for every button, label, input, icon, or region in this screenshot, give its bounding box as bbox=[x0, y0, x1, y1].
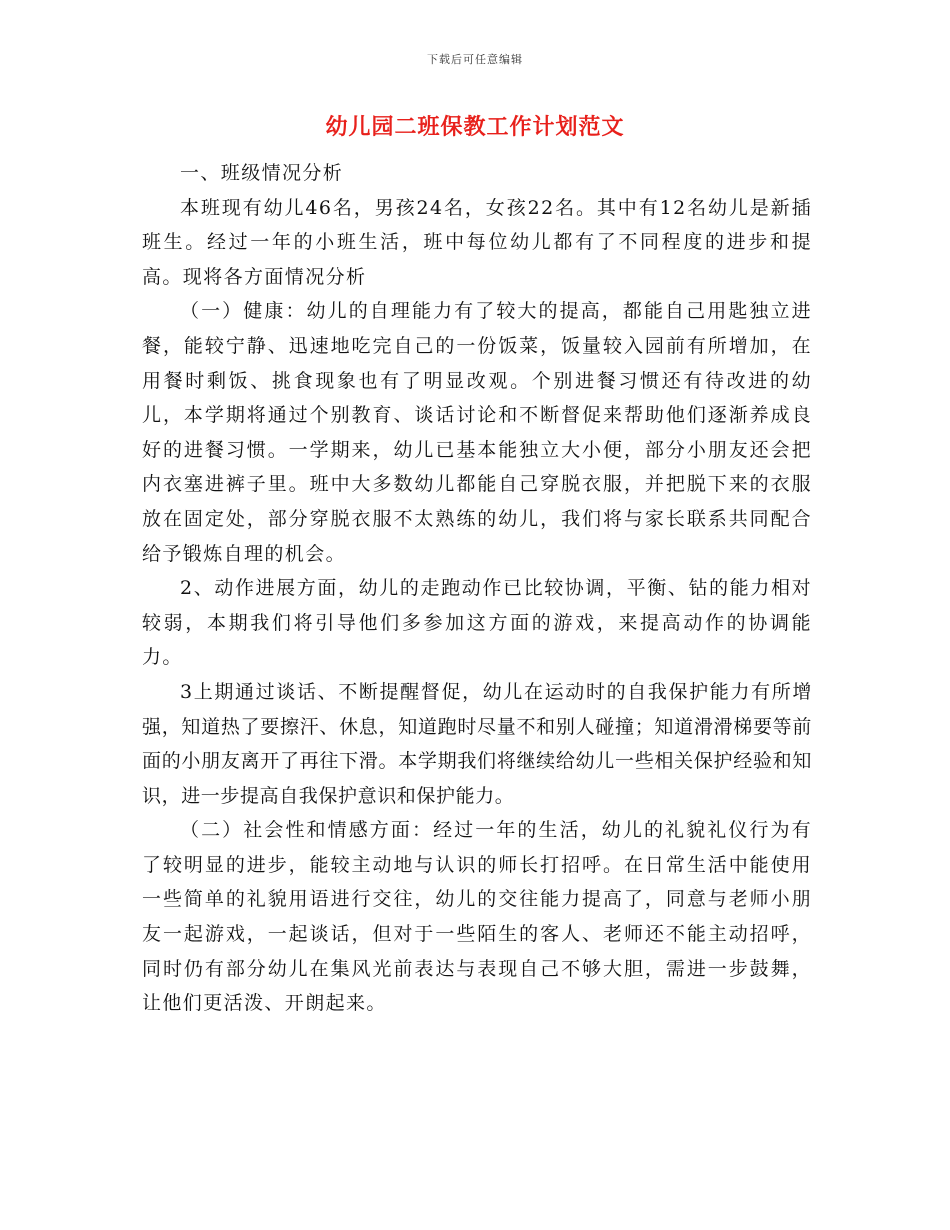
paragraph-health: （一）健康：幼儿的自理能力有了较大的提高，都能自己用匙独立进餐，能较宁静、迅速地吃完自己的一份饭菜，饭量较入园前有所增加，在用餐时剩饭、挑食现象也有了明显改观。个别进餐习惯还有待改进的幼儿，本学期将通过个别教育、谈话讨论和不断督促来帮助他们逐渐养成良好的进餐习惯。一学期来，幼儿已基本能独立大小便，部分小朋友还会把内衣塞进裤子里。班中大多数幼儿都能自己穿脱衣服，并把脱下来的衣服放在固定处，部分穿脱衣服不太熟练的幼儿，我们将与家长联系共同配合给予锻炼自理的机会。 bbox=[142, 300, 812, 565]
paragraph-motor-development: 2、动作进展方面，幼儿的走跑动作已比较协调，平衡、钻的能力相对较弱，本期我们将引导他们多参加这方面的游戏，来提高动作的协调能力。 bbox=[142, 577, 812, 669]
paragraph-social-emotional: （二）社会性和情感方面：经过一年的生活，幼儿的礼貌礼仪行为有了较明显的进步，能较主动地与认识的师长打招呼。在日常生活中能使用一些简单的礼貌用语进行交往，幼儿的交往能力提高了，同意与老师小朋友一起游戏，一起谈话，但对于一些陌生的客人、老师还不能主动招呼，同时仍有部分幼儿在集风光前表达与表现自己不够大胆，需进一步鼓舞，让他们更活泼、开朗起来。 bbox=[142, 819, 812, 1015]
paragraph-self-protection: 3上期通过谈话、不断提醒督促，幼儿在运动时的自我保护能力有所增强，知道热了要擦汗、休息，知道跑时尽量不和别人碰撞；知道滑滑梯要等前面的小朋友离开了再往下滑。本学期我们将继续给幼儿一些相关保护经验和知识，进一步提高自我保护意识和保护能力。 bbox=[142, 680, 812, 807]
section-heading: 一、班级情况分析 bbox=[180, 162, 344, 184]
paragraph-class-overview: 本班现有幼儿46名，男孩24名，女孩22名。其中有12名幼儿是新插班生。经过一年的小班生活，班中每位幼儿都有了不同程度的进步和提高。现将各方面情况分析 bbox=[142, 196, 812, 288]
document-title: 幼儿园二班保教工作计划范文 bbox=[325, 115, 625, 140]
document-body bbox=[142, 156, 812, 1021]
header-note: 下载后可任意编辑 bbox=[427, 53, 523, 66]
